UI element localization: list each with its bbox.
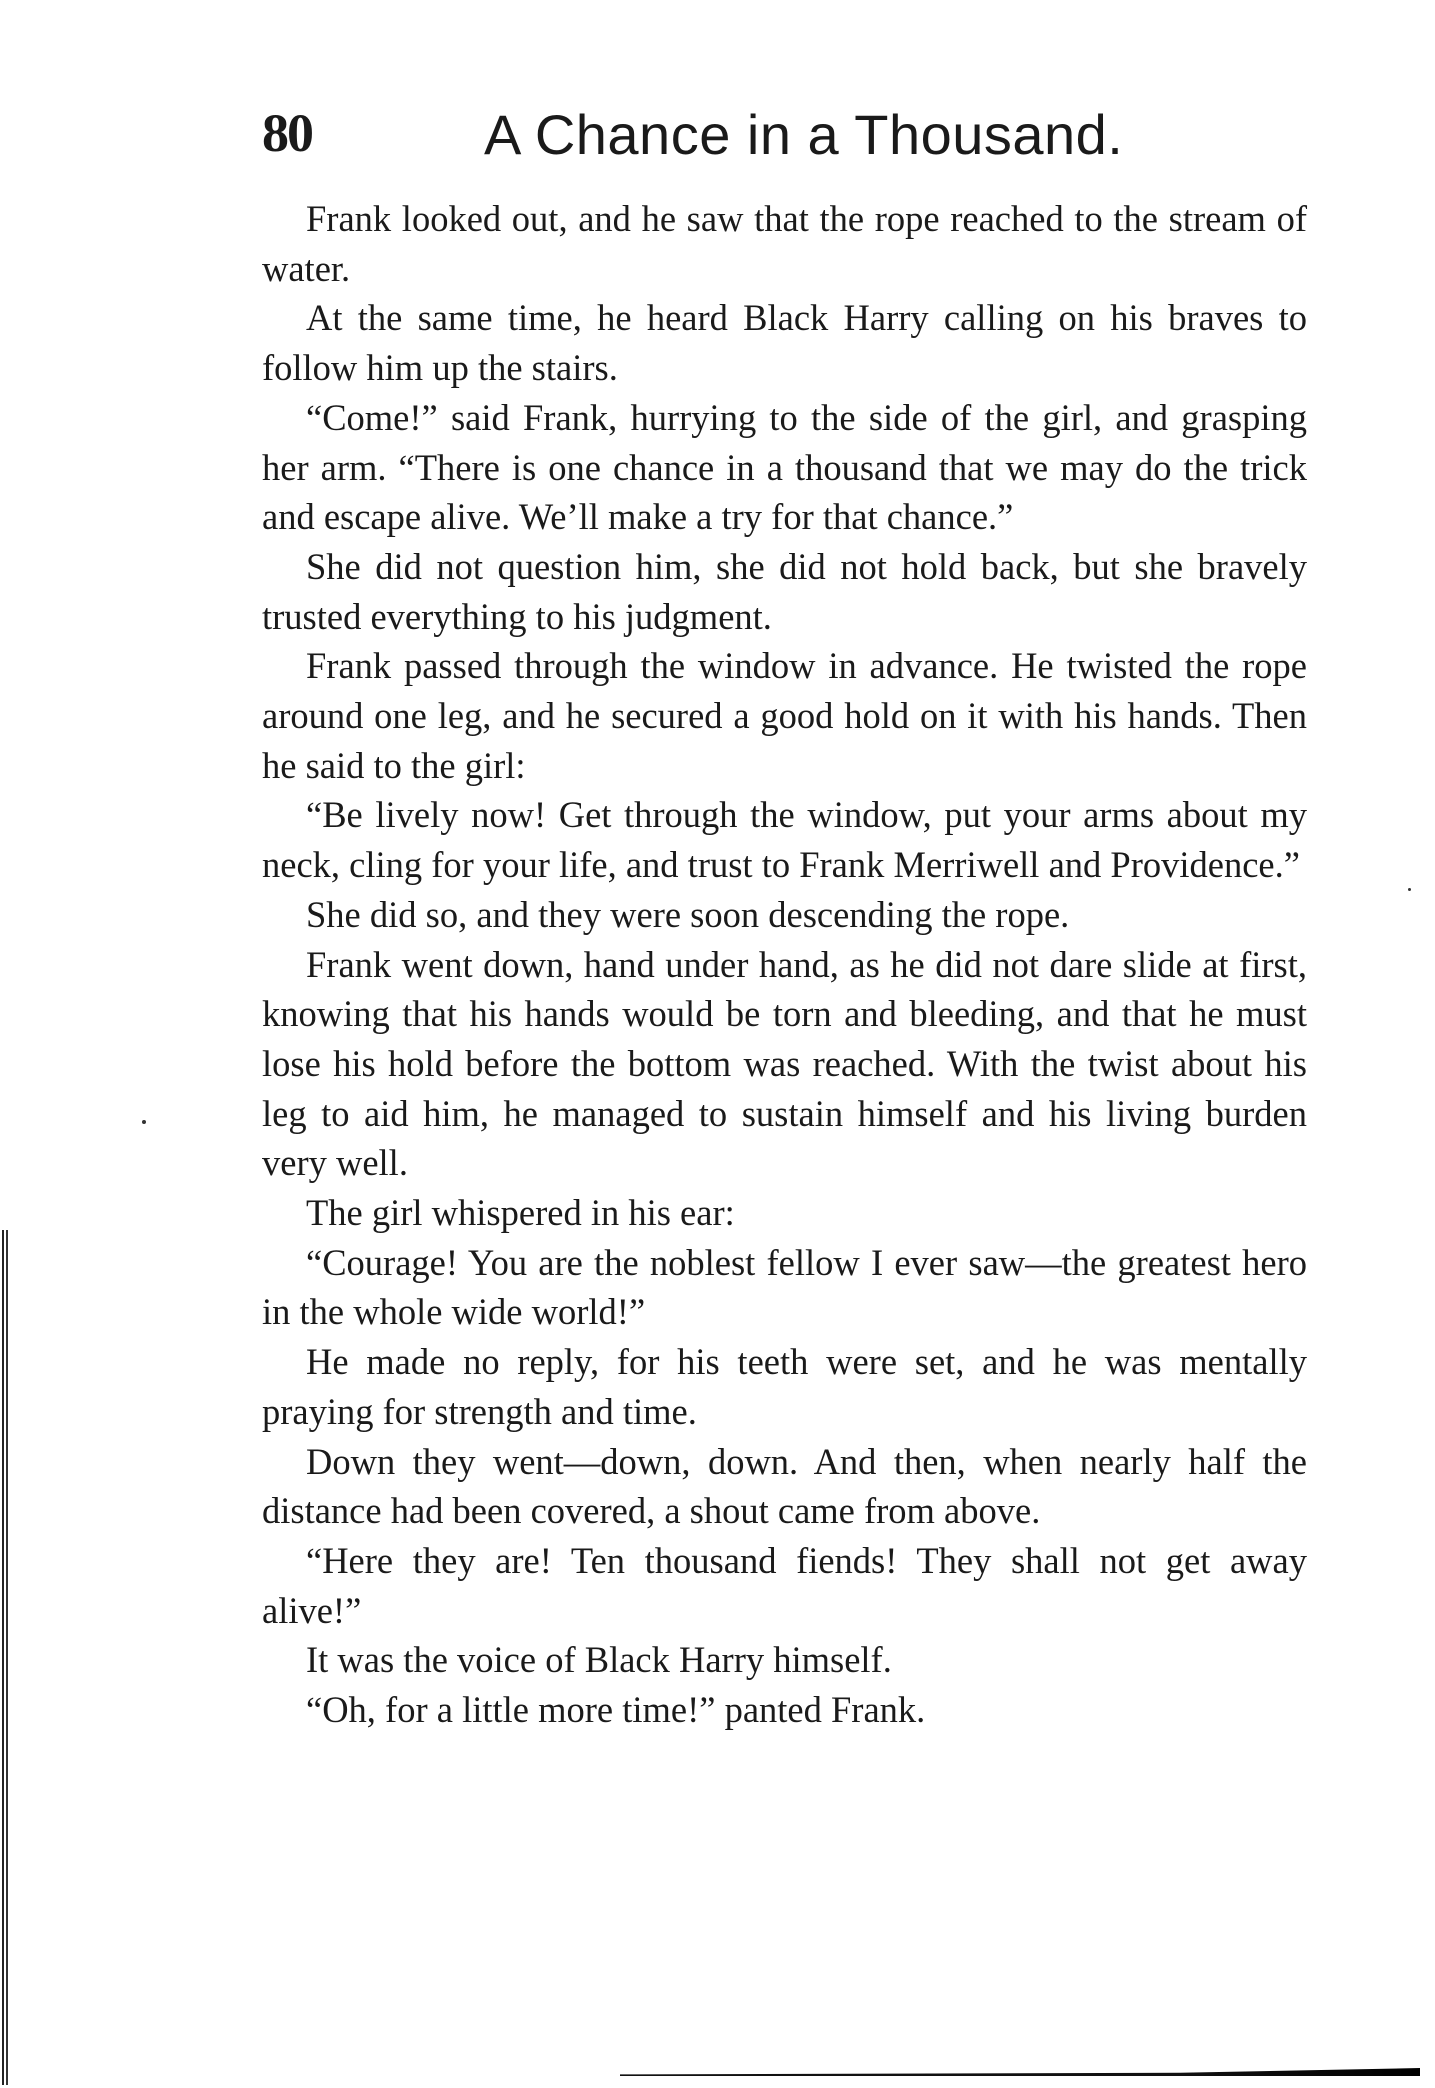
paragraph: Down they went—down, down. And then, when nearly half the distance had been covered, a shout came from above.	[262, 1440, 1307, 1532]
scan-speck	[1408, 888, 1411, 891]
paragraph: It was the voice of Black Harry himself.	[306, 1639, 892, 1681]
paragraph: “Come!” said Frank, hurrying to the side of the girl, and grasping her arm. “There is one chance in a thousand that we may do the trick and escape alive. We’ll make a try for that chance.”	[262, 396, 1307, 538]
running-title: A Chance in a Thousand.	[484, 103, 1124, 166]
paragraph: He made no reply, for his teeth were set, and he was mentally praying for strength and time.	[262, 1341, 1307, 1432]
paragraph: Frank passed through the window in advance. He twisted the rope around one leg, and he secured a good hold on it with his hands. Then he said to the girl:	[262, 645, 1307, 786]
body-text	[262, 194, 1307, 1735]
paragraph: “Here they are! Ten thousand fiends! They shall not get away alive!”	[262, 1539, 1307, 1631]
paragraph: “Courage! You are the noblest fellow I ever saw—the greatest hero in the whole wide world!”	[262, 1241, 1307, 1333]
paragraph: Frank went down, hand under hand, as he did not dare slide at first, knowing that his hands would be torn and bleeding, and that he must lose his hold before the bottom was reached. With the twist about his leg to aid him, he managed to sustain himself and his living burden very well.	[262, 943, 1307, 1184]
page-header	[262, 102, 1312, 182]
paragraph: Frank looked out, and he saw that the rope reached to the stream of water.	[262, 198, 1307, 289]
paragraph: At the same time, he heard Black Harry calling on his braves to follow him up the stairs.	[262, 297, 1307, 389]
page-binding-edge	[2, 1230, 12, 2085]
paragraph: “Oh, for a little more time!” panted Frank.	[306, 1689, 926, 1731]
paragraph: The girl whispered in his ear:	[306, 1192, 735, 1234]
paragraph: “Be lively now! Get through the window, put your arms about my neck, cling for your life, and trust to Frank Merriwell and Providence.”	[262, 794, 1307, 886]
page-number: 80	[262, 103, 312, 163]
paragraph: She did so, and they were soon descending the rope.	[306, 893, 1070, 935]
paragraph: She did not question him, she did not hold back, but she bravely trusted everything to his judgment.	[262, 545, 1307, 637]
scan-speck	[142, 1120, 146, 1124]
bottom-scan-edge	[620, 2068, 1420, 2076]
